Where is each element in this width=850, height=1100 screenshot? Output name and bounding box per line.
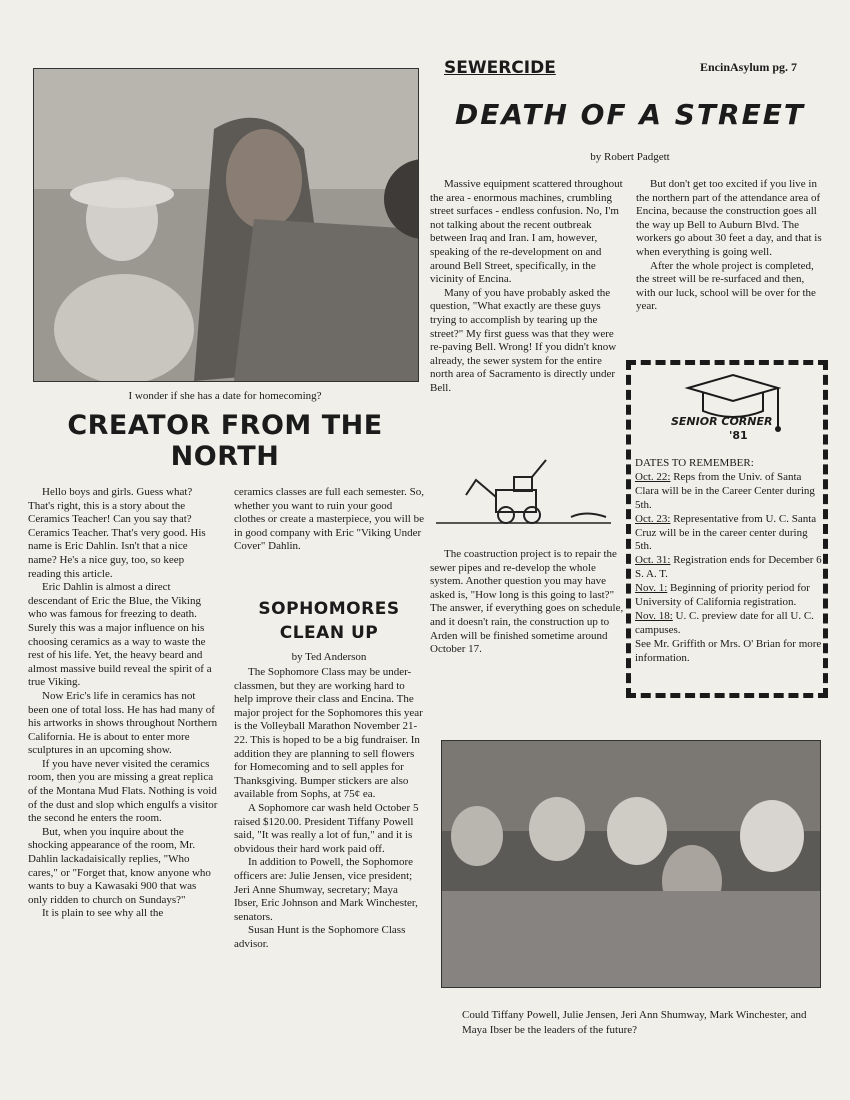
page-label: EncinAsylum pg. 7 [700,60,798,74]
date-label: Nov. 18: [635,609,673,622]
street-column-2 [636,178,826,314]
date-label: Oct. 23: [635,512,671,525]
date-label: Nov. 1: [635,582,668,595]
date-text: Representative from U. C. Santa Cruz will be in the career center during 5th. [635,512,817,553]
date-text: Beginning of priority period for University of California registration. [635,582,810,609]
street-column-1 [430,178,625,396]
photo1-caption: I wonder if she has a date for homecoming? [128,390,322,402]
senior-corner-year: '81 [729,429,748,442]
ceramics-photo [33,68,419,382]
paragraph: In addition to Powell, the Sophomore officers are: Julie Jensen, vice president; Jeri Anne Shumway, secretary; Maya Ibser, Eric Johnson and Mark Winchester, senators. [234,856,418,923]
senior-corner-box [626,360,828,698]
paragraph: If you have never visited the ceramics room, then you are missing a great replica of the Montana Mud Flats. Nothing is void of the dust and slop which engulfs a visitor the second he enters the room. [28,757,218,825]
street-byline: by Robert Padgett [590,151,670,163]
date-label: Oct. 31: [635,554,671,567]
creator-headline-line1: CREATOR FROM THE [67,410,383,441]
creator-column-2 [234,486,424,554]
paragraph: Many of you have probably asked the question, "What exactly are these guys trying to accomplish by tearing up the street?" My first guess was that they were re-paving Bell. Wrong! If you didn't know already, the sewer system for the entire north area of Sacramento is directly under Bell. [430,286,617,394]
street-column-1b [430,548,625,657]
paragraph: Hello boys and girls. Guess what? That's right, this is a story about the Ceramics Teacher! Can you say that? Ceramics Teacher. That's very good. His name is Eric Dahlin. Isn't that a nice name? He's a nice guy, too, so keep reading this article. [28,486,206,580]
senior-corner-footer: See Mr. Griffith or Mrs. O' Brian for more information. [635,637,822,664]
paragraph: A Sophomore car wash held October 5 raised $120.00. President Tiffany Powell said, "It was really a lot of fun," and it is obvidous their hard work paid off. [234,801,419,855]
paragraph: ceramics classes are full each semester. So, whether you want to ruin your good clothes or create a masterpiece, you will be in good company with Eric "Viking Under Cover" Dahlin. [234,486,424,553]
paragraph: Massive equipment scattered throughout the area - enormous machines, crumbling street surfaces - endless confusion. No, I'm not talking about the recent outbreak between Iraq and Iran. I am, however, speaking of the re-development on and around Bell Street, specifically, in the vicinity of Encina. [430,178,623,286]
creator-column-1 [28,486,218,921]
paragraph: The coastruction project is to repair the sewer pipes and re-develop the whole system. Another question you may have asked is, "How long is this going to last?" The answer, if everything goes on schedule, and it doesn't rain, the construction up to Arden will be finished sometime around October 17. [430,548,624,656]
construction-cartoon [436,455,616,535]
paragraph: After the whole project is completed, the street will be re-surfaced and then, with our luck, school will be over for the year. [636,259,816,313]
paragraph: Now Eric's life in ceramics has not been one of total loss. He has had many of his artworks in shows throughout Northern California. He is about to enter more sculptures in an upcoming show. [28,689,218,757]
paragraph: But, when you inquire about the shocking appearance of the room, Mr. Dahlin lackadaisically replies, "Who cares," or "Forget that, know anyone who wants to buy a Kawasaki 900 that was only ridden to church on Sundays?" [28,825,211,906]
dates-heading: DATES TO REMEMBER: [635,457,754,469]
date-label: Oct. 22: [635,470,671,483]
photo2-caption: Could Tiffany Powell, Julie Jensen, Jeri Ann Shumway, Mark Winchester, and Maya Ibser be the leaders of the future? [462,1009,807,1036]
date-text: U. C. preview date for all U. C. campuses. [635,609,814,636]
date-item [635,582,823,610]
sophomore-column [234,666,424,951]
creator-headline-line2: NORTH [170,441,280,472]
sophomore-headline-line2: CLEAN UP [279,623,379,643]
sophomore-headline-line1: SOPHOMORES [258,599,400,619]
dates-list [635,457,823,666]
sophomore-byline: by Ted Anderson [291,651,367,663]
creator-headline [40,410,410,472]
sophomore-officers-photo [441,740,821,988]
paragraph: It is plain to see why all the [42,907,164,920]
street-headline: DEATH OF A STREET [455,98,805,131]
date-text: Registration ends for December 6 S. A. T. [635,554,822,581]
section-title: SEWERCIDE [444,58,556,78]
date-item [635,513,823,555]
sophomore-headline [234,597,424,645]
paragraph: Susan Hunt is the Sophomore Class advisor. [234,924,406,950]
senior-corner-title: SENIOR CORNER [671,415,773,428]
date-item [635,471,823,513]
date-item [635,610,823,638]
date-text: Reps from the Univ. of Santa Clara will be in the Career Center during 5th. [635,470,815,511]
date-item [635,554,823,582]
paragraph: But don't get too excited if you live in the northern part of the attendance area of Encina, because the construction goes all the way up Bell to Auburn Blvd. The workers go about 30 feet a day, and that is when everything is going well. [636,178,822,258]
paragraph: Eric Dahlin is almost a direct descendant of Eric the Blue, the Viking who was famous for freezing to death. Surely this was a major influence on his choosing ceramics as a way to waste the rest of his life. Yet, the heavy beard and almost massive build reveal the spirit of a true Viking. [28,581,212,689]
paragraph: The Sophomore Class may be under-classmen, but they are working hard to help improve their class and Encina. The major project for the Sophomores this year is the Volleyball Marathon November 21-22. This is hoped to be a big fundraiser. In addition they are planning to sell flowers for Homecoming and to sell apples for Thanksgiving. Bumper stickers are also available from Sophs, at 75¢ ea. [234,666,423,801]
